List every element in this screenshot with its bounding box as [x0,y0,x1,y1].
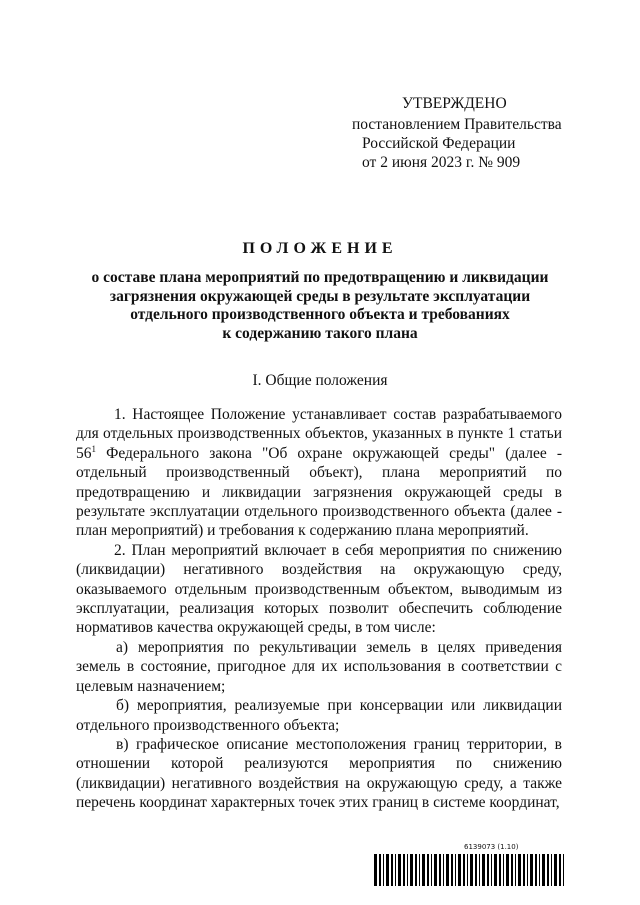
subtitle-line: загрязнения окружающей среды в результате эксплуатации [109,287,531,305]
approval-line-government: Российской Федерации [362,135,516,152]
subtitle-line: к содержанию такого плана [222,324,418,342]
subtitle-line: отдельного производственного объекта и требованиях [130,306,510,323]
barcode-image [374,854,566,886]
approval-line-resolution: постановлением Правительства [352,116,562,133]
paragraph-1-text: 1. Настоящее Положение устанавливает состав разрабатываемого для отдельных производственных объектов, указанных в пункте 1 статьи 56 [76,406,562,462]
approval-heading: УТВЕРЖДЕНО [402,95,507,112]
paragraph-2: 2. План мероприятий включает в себя мероприятия по снижению (ликвидации) негативного воздействия на окружающую среду, оказываемого отдельным производственным объектом, выводимым из эксплуатации, реализация которых позволит обеспечить соблюдение нормативов качества окружающей среды, в том числе: [76,541,562,637]
document-subtitle [60,269,580,343]
document-title: ПОЛОЖЕНИЕ [242,240,398,257]
footnote-superscript: 1 [91,443,96,454]
list-item-c: в) графическое описание местоположения границ территории, в отношении которой реализуются мероприятия по снижению (ликвидации) негативного воздействия на окружающую среду, а также перечень координат характерных точек этих границ в системе координат, [76,735,562,812]
list-item-b: б) мероприятия, реализуемые при консервации или ликвидации отдельного производственного объекта; [76,697,562,734]
barcode-block [374,843,566,887]
paragraph-1-text-cont: Федерального закона "Об охране окружающей среды" (далее - отдельный производственный объект), плана мероприятий по предотвращению и ликвидации загрязнения окружающей среды в результате эксплуатации отдельного производственного объекта (далее - план мероприятий) и требования к содержанию плана мероприятий. [76,444,562,540]
subtitle-line: о составе плана мероприятий по предотвращению и ликвидации [91,269,549,286]
document-body [76,405,562,813]
list-item-a: а) мероприятия по рекультивации земель в целях приведения земель в состояние, пригодное для их использования в соответствии с целевым назначением; [76,638,562,695]
section-heading: I. Общие положения [252,372,388,389]
paragraph-1 [76,405,562,541]
approval-line-date: от 2 июня 2023 г. № 909 [362,154,521,171]
barcode-number: 6139073 (1.10) [464,843,519,851]
